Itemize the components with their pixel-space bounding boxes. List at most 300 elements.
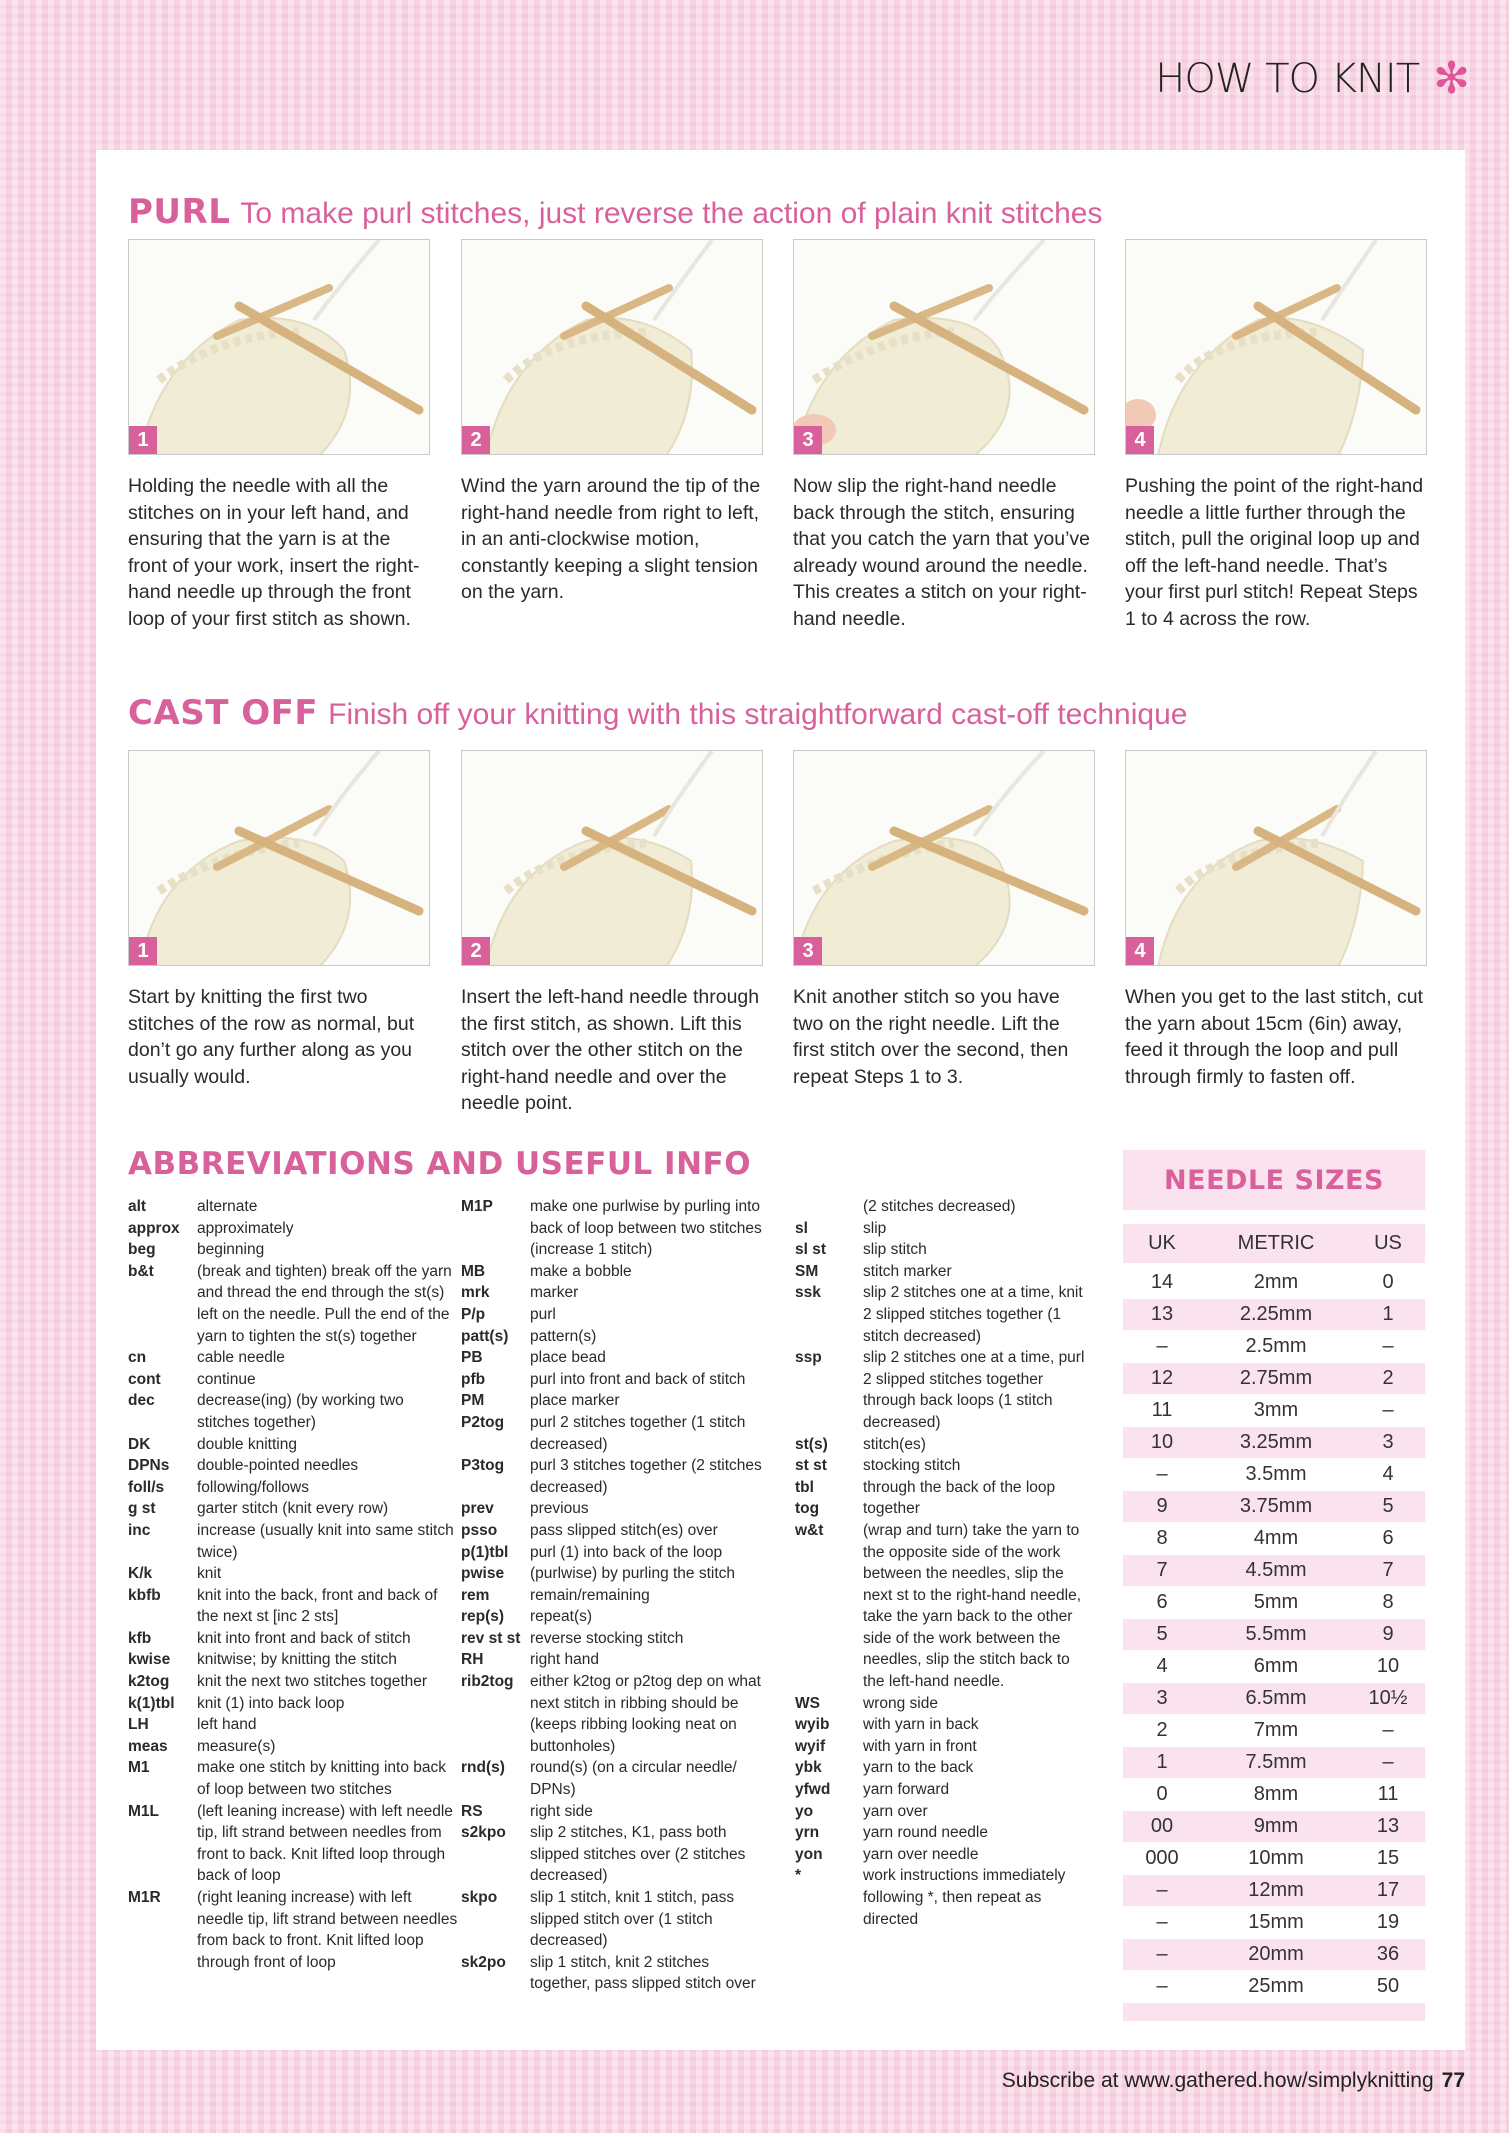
page-header [1155, 53, 1469, 104]
abbreviation-entry [795, 1347, 1095, 1433]
needle-us-size: 0 [1382, 1271, 1394, 1293]
purl-step-photo [461, 239, 763, 455]
abbreviation-term: rib2tog [461, 1673, 514, 1691]
needle-size-row [1123, 1267, 1425, 1299]
abbreviation-definition: through the back of the loop [863, 1478, 1056, 1496]
abbreviation-entry [461, 1757, 766, 1800]
abbreviation-definition: knit the next two stitches together [197, 1673, 428, 1691]
abbreviation-definition: slip 2 stitches one at a time, knit 2 slipped stitches together (1 stitch decreased) [863, 1284, 1083, 1345]
needle-us-size: 13 [1376, 1815, 1400, 1837]
purl-heading [128, 192, 1102, 232]
abbreviation-entry [461, 1498, 766, 1520]
abbreviation-entry [461, 1542, 766, 1564]
needle-uk-size: 11 [1151, 1399, 1173, 1421]
abbreviation-entry [461, 1520, 766, 1542]
needle-us-size: 50 [1376, 1975, 1400, 1997]
abbreviation-term: P2tog [461, 1413, 505, 1431]
needle-us-size: – [1382, 1719, 1394, 1741]
needle-uk-size: 9 [1156, 1495, 1168, 1517]
needle-us-size: 5 [1382, 1495, 1394, 1517]
castoff-keyword: CAST OFF [128, 693, 319, 733]
step-number-badge: 3 [794, 426, 822, 454]
abbreviation-term: b&t [128, 1262, 154, 1280]
needle-us-size: 8 [1382, 1591, 1394, 1613]
abbreviation-term: P/p [461, 1305, 486, 1323]
needle-us-size: 36 [1376, 1943, 1400, 1965]
needle-size-row [1123, 1651, 1425, 1683]
needle-us-size: 6 [1382, 1527, 1394, 1549]
abbreviation-definition: slip 1 stitch, knit 2 stitches together, pass slipped stitch over [530, 1953, 756, 1993]
needle-size-row [1123, 1331, 1425, 1363]
abbreviation-definition: either k2tog or p2tog dep on what next stitch in ribbing should be (keeps ribbing looking neat on buttonholes) [530, 1673, 761, 1755]
needle-uk-size: 10 [1150, 1431, 1174, 1453]
abbreviation-term: st st [795, 1457, 827, 1475]
needle-uk-size: 1 [1156, 1751, 1168, 1773]
abbreviation-entry [795, 1282, 1095, 1347]
abbreviation-term: kfb [128, 1629, 152, 1647]
abbreviation-term: cn [128, 1349, 147, 1367]
abbreviation-term: p(1)tbl [461, 1543, 509, 1561]
abbreviation-definition: with yarn in back [863, 1716, 979, 1734]
abbreviation-term: foll/s [128, 1478, 165, 1496]
needle-metric-size: 7mm [1253, 1719, 1299, 1741]
abbreviation-definition: stitch(es) [863, 1435, 926, 1453]
needle-uk-size: 5 [1156, 1623, 1168, 1645]
needle-uk-size: – [1156, 1975, 1168, 1997]
abbreviation-entry [795, 1498, 1095, 1520]
step-number-badge: 3 [794, 937, 822, 965]
abbreviation-entry [128, 1347, 458, 1369]
needle-us-size: 1 [1382, 1303, 1394, 1325]
purl-subtitle: To make purl stitches, just reverse the action of plain knit stitches [240, 197, 1103, 230]
step-number-badge: 2 [462, 426, 490, 454]
abbreviation-entry [795, 1801, 1095, 1823]
abbreviation-term: DPNs [128, 1457, 170, 1475]
abbreviation-definition: knit [197, 1565, 222, 1583]
needle-us-size: – [1382, 1335, 1394, 1357]
needle-size-row [1123, 1779, 1425, 1811]
abbreviation-entry [795, 1844, 1095, 1866]
needle-uk-size: 2 [1156, 1719, 1168, 1741]
abbreviation-definition: stocking stitch [863, 1457, 961, 1475]
step-instruction-text: Now slip the right-hand needle back through the stitch, ensuring that you catch the yarn that you’ve already wound around the needle. This creates a stitch on your right-hand needle. [793, 475, 1091, 630]
abbreviation-definition: following/follows [197, 1478, 309, 1496]
abbreviation-definition: knit into front and back of stitch [197, 1629, 411, 1647]
needle-sizes-box [1123, 1150, 1425, 2010]
abbreviation-entry [795, 1693, 1095, 1715]
abbreviation-definition: continue [197, 1370, 256, 1388]
needle-us-size: 3 [1382, 1431, 1394, 1453]
needle-us-size: 19 [1376, 1911, 1400, 1933]
page-number: 77 [1441, 2069, 1465, 2092]
abbreviation-term: M1P [461, 1198, 493, 1215]
abbreviation-entry [461, 1347, 766, 1369]
abbreviation-term: w&t [795, 1521, 824, 1539]
abbreviation-definition: slip 1 stitch, knit 1 stitch, pass slipped stitch over (1 stitch decreased) [530, 1889, 735, 1950]
step-instruction-text: Pushing the point of the right-hand needle a little further through the stitch, pull the original loop up and off the left-hand needle. That’s your first purl stitch! Repeat Steps 1 to 4 across the row. [1125, 475, 1424, 630]
needle-us-size: 17 [1376, 1879, 1400, 1901]
abbreviation-definition: increase (usually knit into same stitch twice) [197, 1521, 454, 1561]
abbreviation-definition: work instructions immediately following *, then repeat as directed [863, 1867, 1066, 1928]
abbreviation-entry [128, 1887, 458, 1973]
step-instruction-text: Wind the yarn around the tip of the right-hand needle from right to left, in an anti-clockwise motion, constantly keeping a slight tension on the yarn. [461, 475, 761, 603]
abbreviation-entry [795, 1261, 1095, 1283]
needle-size-row [1123, 1811, 1425, 1843]
needle-size-row [1123, 1907, 1425, 1939]
abbreviation-definition: knit (1) into back loop [197, 1694, 345, 1712]
abbreviation-definition: double knitting [197, 1435, 297, 1453]
abbreviation-entry [128, 1390, 458, 1433]
abbreviation-entry [128, 1628, 458, 1650]
abbreviation-definition: left hand [197, 1716, 257, 1734]
header-title: HOW TO KNIT [1155, 56, 1420, 102]
abbreviation-term: wyif [795, 1737, 826, 1755]
needle-size-row [1123, 1683, 1425, 1715]
needle-metric-size: 9mm [1253, 1815, 1299, 1837]
abbreviation-term: LH [128, 1716, 149, 1734]
subscribe-text: Subscribe at www.gathered.how/simplyknitting [1001, 2069, 1434, 2092]
needle-metric-size: 5mm [1253, 1591, 1299, 1613]
abbreviation-definition: yarn to the back [863, 1759, 974, 1777]
castoff-step-3 [793, 750, 1095, 1090]
abbreviation-term: SM [795, 1262, 819, 1280]
needle-us-size: – [1382, 1399, 1394, 1421]
purl-step-photo [1125, 239, 1427, 455]
needle-uk-size: 7 [1156, 1559, 1168, 1581]
abbreviation-entry [795, 1865, 1095, 1930]
abbreviation-entry [128, 1239, 458, 1261]
abbreviation-term: RS [461, 1802, 483, 1820]
abbreviation-entry [128, 1261, 458, 1347]
abbreviation-term: RH [461, 1651, 484, 1669]
abbreviation-term: prev [461, 1500, 494, 1518]
abbreviation-entry [795, 1779, 1095, 1801]
abbreviation-entry [461, 1326, 766, 1348]
abbreviation-term: sl [795, 1219, 808, 1237]
needle-metric-size: 7.5mm [1245, 1751, 1307, 1773]
abbreviation-entry [461, 1304, 766, 1326]
abbreviation-term: yrn [795, 1824, 820, 1842]
abbreviation-definition: slip 2 stitches, K1, pass both slipped stitches over (2 stitches decreased) [530, 1824, 746, 1885]
castoff-step-photo [461, 750, 763, 966]
abbreviation-entry [128, 1434, 458, 1456]
abbreviation-term: k(1)tbl [128, 1694, 175, 1712]
abbreviation-definition: place marker [530, 1392, 620, 1410]
abbreviation-term: MB [461, 1262, 486, 1280]
step-instruction-text: Insert the left-hand needle through the first stitch, as shown. Lift this stitch over the other stitch on the right-hand needle and over the needle point. [461, 986, 760, 1114]
needle-us-size: 10½ [1368, 1687, 1408, 1709]
castoff-step-4 [1125, 750, 1427, 1090]
abbreviation-definition: decrease(ing) (by working two stitches together) [197, 1392, 404, 1431]
needle-size-row [1123, 1427, 1425, 1459]
abbreviation-entry [795, 1455, 1095, 1477]
abbreviation-entry [128, 1520, 458, 1563]
abbreviation-entry [795, 1477, 1095, 1499]
abbreviation-entry [461, 1585, 766, 1607]
needle-size-row [1123, 1875, 1425, 1907]
needle-metric-size: 8mm [1253, 1783, 1299, 1805]
abbreviation-term: patt(s) [461, 1327, 509, 1345]
purl-step-2 [461, 239, 763, 606]
abbreviation-entry [128, 1693, 458, 1715]
needle-uk-size: – [1156, 1879, 1168, 1901]
abbreviation-term: * [795, 1867, 802, 1885]
purl-step-photo [793, 239, 1095, 455]
abbreviation-entry [128, 1498, 458, 1520]
abbreviation-entry [461, 1455, 766, 1498]
needle-size-row [1123, 1395, 1425, 1427]
abbreviation-definition: pattern(s) [530, 1327, 597, 1345]
abbreviation-definition: remain/remaining [530, 1586, 650, 1604]
needle-size-row [1123, 1555, 1425, 1587]
abbreviation-term: wyib [795, 1716, 830, 1734]
abbreviation-term: PM [461, 1392, 485, 1410]
abbreviation-definition: with yarn in front [863, 1737, 977, 1755]
abbreviation-entry [795, 1736, 1095, 1758]
abbreviation-term: yon [795, 1845, 823, 1863]
abbreviation-definition: make one stitch by knitting into back of loop between two stitches [197, 1759, 446, 1799]
abbreviation-definition: slip stitch [863, 1241, 927, 1259]
needle-uk-size: 14 [1150, 1271, 1174, 1293]
abbreviation-entry [795, 1196, 1095, 1218]
abbreviation-entry [128, 1563, 458, 1585]
needle-size-row [1123, 1843, 1425, 1875]
abbreviation-term: meas [128, 1737, 168, 1755]
abbreviation-definition: reverse stocking stitch [530, 1629, 684, 1647]
needle-metric-size: 3.25mm [1239, 1431, 1313, 1453]
abbreviation-definition: round(s) (on a circular needle/ DPNs) [530, 1759, 737, 1799]
needle-sizes-title: NEEDLE SIZES [1123, 1150, 1425, 1210]
needle-metric-size: 2mm [1253, 1271, 1299, 1293]
abbreviation-entry [128, 1757, 458, 1800]
abbreviation-term: psso [461, 1521, 498, 1539]
needle-metric-size: 2.75mm [1239, 1367, 1313, 1389]
abbreviations-column-2 [461, 1196, 766, 1995]
abbreviation-definition: make a bobble [530, 1262, 632, 1280]
header-uk: UK [1148, 1232, 1176, 1254]
needle-uk-size: 3 [1156, 1687, 1168, 1709]
abbreviation-term: rnd(s) [461, 1759, 505, 1777]
abbreviation-term: alt [128, 1198, 147, 1215]
abbreviation-definition: knit into the back, front and back of the next st [inc 2 sts] [197, 1586, 438, 1626]
abbreviation-term [795, 1196, 863, 1218]
abbreviation-term: kwise [128, 1651, 171, 1669]
abbreviation-definition: (2 stitches decreased) [863, 1198, 1016, 1215]
abbreviation-definition: cable needle [197, 1349, 285, 1367]
abbreviation-entry [795, 1714, 1095, 1736]
abbreviation-term: ssk [795, 1284, 821, 1302]
abbreviation-entry [128, 1801, 458, 1887]
needle-size-row [1123, 1363, 1425, 1395]
needle-metric-size: 6.5mm [1245, 1687, 1307, 1709]
abbreviation-definition: (right leaning increase) with left needle tip, lift strand between needles from back to front. Knit lifted loop through front of loop [197, 1889, 458, 1971]
step-number-badge: 1 [129, 426, 157, 454]
abbreviation-term: s2kpo [461, 1824, 506, 1842]
abbreviation-entry [461, 1628, 766, 1650]
abbreviation-entry [128, 1736, 458, 1758]
abbreviation-term: yfwd [795, 1781, 831, 1799]
needle-metric-size: 4.5mm [1245, 1559, 1307, 1581]
abbreviation-definition: purl 3 stitches together (2 stitches decreased) [530, 1457, 762, 1496]
abbreviation-term: rev st st [461, 1629, 521, 1647]
needle-size-row [1123, 1939, 1425, 1971]
abbreviation-entry [461, 1671, 766, 1757]
abbreviation-term: PB [461, 1349, 483, 1367]
castoff-step-photo [793, 750, 1095, 966]
abbreviation-term: skpo [461, 1889, 498, 1906]
abbreviation-definition: slip [863, 1219, 887, 1237]
abbreviation-term: sl st [795, 1241, 827, 1259]
abbreviation-term: yo [795, 1802, 814, 1820]
abbreviation-term: dec [128, 1392, 155, 1410]
abbreviation-term: ssp [795, 1349, 822, 1367]
abbreviation-term: P3tog [461, 1457, 505, 1475]
needle-uk-size: 13 [1150, 1303, 1174, 1325]
needle-metric-size: 4mm [1253, 1527, 1299, 1549]
needle-size-row [1123, 1299, 1425, 1331]
abbreviation-entry [461, 1369, 766, 1391]
abbreviation-definition: yarn over [863, 1802, 928, 1820]
abbreviation-entry [128, 1714, 458, 1736]
abbreviation-entry [128, 1455, 458, 1477]
needle-uk-size: 4 [1156, 1655, 1168, 1677]
abbreviation-definition: knitwise; by knitting the stitch [197, 1651, 397, 1669]
abbreviation-entry [461, 1282, 766, 1304]
needle-table-footer [1123, 2003, 1425, 2021]
needle-uk-size: 000 [1145, 1847, 1179, 1869]
abbreviation-term: K/k [128, 1565, 153, 1583]
needle-size-row [1123, 1715, 1425, 1747]
abbreviation-term: cont [128, 1370, 161, 1388]
abbreviation-term: k2tog [128, 1673, 170, 1691]
abbreviations-column-3 [795, 1196, 1095, 1930]
abbreviation-definition: beginning [197, 1241, 265, 1259]
abbreviation-definition: repeat(s) [530, 1608, 593, 1626]
abbreviation-term: pfb [461, 1370, 486, 1388]
abbreviation-definition: purl 2 stitches together (1 stitch decreased) [530, 1413, 746, 1453]
step-number-badge: 4 [1126, 937, 1154, 965]
abbreviation-entry [461, 1563, 766, 1585]
abbreviation-definition: slip 2 stitches one at a time, purl 2 slipped stitches together through back loops (1 stitch decreased) [863, 1349, 1085, 1431]
needle-uk-size: 8 [1156, 1527, 1168, 1549]
abbreviation-definition: together [863, 1500, 920, 1518]
abbreviation-term: sk2po [461, 1953, 506, 1971]
needle-us-size: 9 [1382, 1623, 1394, 1645]
needle-size-row [1123, 1587, 1425, 1619]
purl-keyword: PURL [128, 192, 231, 232]
abbreviation-entry [128, 1196, 458, 1218]
needle-metric-size: 12mm [1248, 1879, 1304, 1901]
needle-metric-size: 2.5mm [1245, 1335, 1307, 1357]
abbreviation-definition: make one purlwise by purling into back of loop between two stitches (increase 1 stitch) [530, 1198, 762, 1259]
abbreviation-definition: right hand [530, 1651, 599, 1669]
needle-metric-size: 5.5mm [1245, 1623, 1307, 1645]
abbreviation-definition: (left leaning increase) with left needle tip, lift strand between needles from front to back. Knit lifted loop through back of loop [197, 1802, 453, 1885]
abbreviation-definition: yarn round needle [863, 1824, 988, 1842]
purl-step-photo [128, 239, 430, 455]
needle-metric-size: 15mm [1248, 1911, 1304, 1933]
purl-step-4 [1125, 239, 1427, 632]
abbreviation-definition: yarn over needle [863, 1845, 979, 1863]
abbreviation-entry [795, 1757, 1095, 1779]
needle-table-header [1123, 1224, 1425, 1264]
abbreviation-definition: yarn forward [863, 1781, 950, 1799]
needle-uk-size: 6 [1156, 1591, 1168, 1613]
abbreviation-entry [128, 1369, 458, 1391]
header-us: US [1374, 1232, 1402, 1254]
abbreviation-entry [128, 1477, 458, 1499]
needle-metric-size: 2.25mm [1239, 1303, 1313, 1325]
abbreviation-definition: alternate [197, 1198, 258, 1215]
needle-uk-size: – [1156, 1911, 1168, 1933]
abbreviations-column-1 [128, 1196, 458, 1973]
abbreviation-entry [461, 1261, 766, 1283]
abbreviation-term: rem [461, 1586, 490, 1604]
abbreviation-entry [128, 1671, 458, 1693]
abbreviation-definition: wrong side [863, 1694, 938, 1712]
needle-size-row [1123, 1619, 1425, 1651]
abbreviation-entry [795, 1434, 1095, 1456]
abbreviation-definition: measure(s) [197, 1737, 276, 1755]
abbreviation-entry [461, 1390, 766, 1412]
flower-icon: ✻ [1433, 53, 1469, 104]
abbreviation-definition: double-pointed needles [197, 1457, 359, 1475]
needle-uk-size: 00 [1150, 1815, 1174, 1837]
abbreviation-entry [461, 1649, 766, 1671]
abbreviation-definition: purl (1) into back of the loop [530, 1543, 723, 1561]
abbreviation-entry [128, 1585, 458, 1628]
needle-us-size: 2 [1382, 1367, 1394, 1389]
castoff-step-1 [128, 750, 430, 1090]
abbreviation-definition: approximately [197, 1219, 294, 1237]
abbreviation-definition: (break and tighten) break off the yarn and thread the end through the st(s) left on the needle. Pull the end of the yarn to tighten the st(s) together [197, 1262, 452, 1345]
abbreviation-term: approx [128, 1219, 180, 1237]
step-instruction-text: Knit another stitch so you have two on the right needle. Lift the first stitch over the second, then repeat Steps 1 to 3. [793, 986, 1069, 1088]
castoff-step-2 [461, 750, 763, 1117]
abbreviation-term: kbfb [128, 1586, 161, 1604]
abbreviation-term: WS [795, 1694, 820, 1712]
abbreviation-entry [461, 1412, 766, 1455]
needle-metric-size: 10mm [1248, 1847, 1304, 1869]
needle-us-size: 4 [1382, 1463, 1394, 1485]
needle-size-row [1123, 1491, 1425, 1523]
abbreviation-term: tog [795, 1500, 820, 1518]
needle-sizes-table [1123, 1224, 1425, 2003]
page-footer [1002, 2069, 1465, 2093]
abbreviation-entry [795, 1520, 1095, 1693]
needle-metric-size: 3mm [1253, 1399, 1299, 1421]
step-number-badge: 4 [1126, 426, 1154, 454]
abbreviation-definition: right side [530, 1802, 593, 1820]
abbreviation-entry [128, 1218, 458, 1240]
abbreviation-entry [461, 1196, 766, 1261]
step-number-badge: 2 [462, 937, 490, 965]
abbreviation-definition: purl [530, 1305, 556, 1323]
abbreviation-definition: marker [530, 1284, 579, 1302]
abbreviation-definition: garter stitch (knit every row) [197, 1500, 389, 1518]
needle-uk-size: – [1156, 1335, 1168, 1357]
abbreviation-definition: stitch marker [863, 1262, 952, 1280]
abbreviation-term: st(s) [795, 1435, 828, 1453]
needle-metric-size: 3.75mm [1239, 1495, 1313, 1517]
step-instruction-text: When you get to the last stitch, cut the yarn about 15cm (6in) away, feed it through the loop and pull through firmly to fasten off. [1125, 986, 1424, 1088]
needle-metric-size: 20mm [1248, 1943, 1304, 1965]
needle-uk-size: – [1156, 1463, 1168, 1485]
abbreviation-entry [795, 1218, 1095, 1240]
abbreviation-entry [461, 1887, 766, 1952]
abbreviation-term: g st [128, 1500, 156, 1518]
needle-uk-size: – [1156, 1943, 1168, 1965]
